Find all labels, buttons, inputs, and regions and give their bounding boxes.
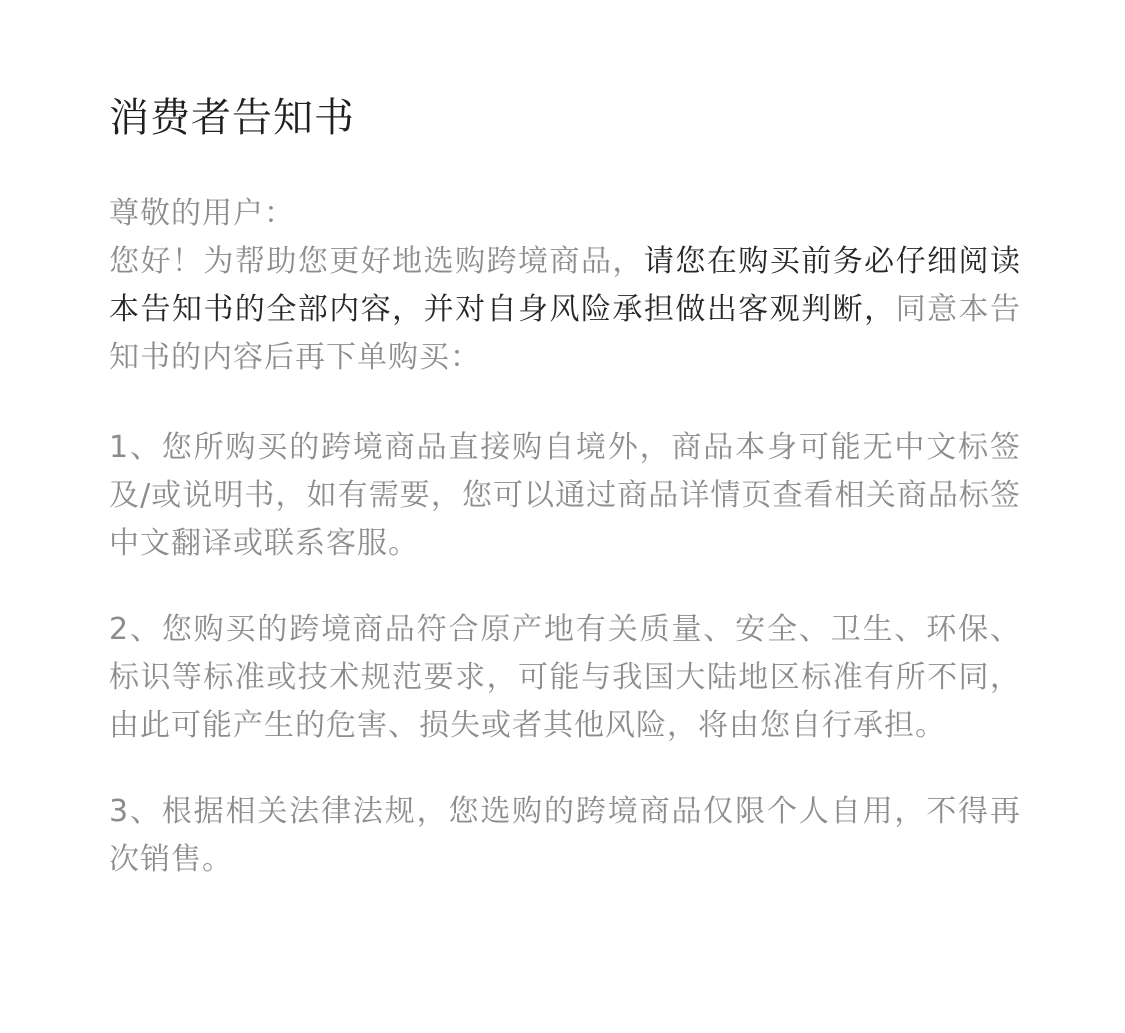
greeting-text: 尊敬的用户：	[109, 196, 295, 231]
clause-1: 1、您所购买的跨境商品直接购自境外，商品本身可能无中文标签及/或说明书，如有需要，您可以通过商品详情页查看相关商品标签中文翻译或联系客服。	[109, 430, 1021, 561]
intro-paragraph	[109, 238, 1021, 382]
page-title: 消费者告知书	[109, 95, 355, 141]
intro-tail: 同意本告知书的内容后再下单购买：	[109, 292, 1022, 375]
consumer-notice	[109, 88, 1021, 884]
intro-lead: 您好！为帮助您更好地选购跨境商品，	[109, 244, 644, 279]
intro-emphasis: 请您在购买前务必仔细阅读本告知书的全部内容，并对自身风险承担做出客观判断，	[109, 244, 1022, 327]
clause-3: 3、根据相关法律法规，您选购的跨境商品仅限个人自用，不得再次销售。	[109, 794, 1021, 877]
clause-2: 2、您购买的跨境商品符合原产地有关质量、安全、卫生、环保、标识等标准或技术规范要求，可能与我国大陆地区标准有所不同，由此可能产生的危害、损失或者其他风险，将由您自行承担。	[109, 612, 1021, 743]
